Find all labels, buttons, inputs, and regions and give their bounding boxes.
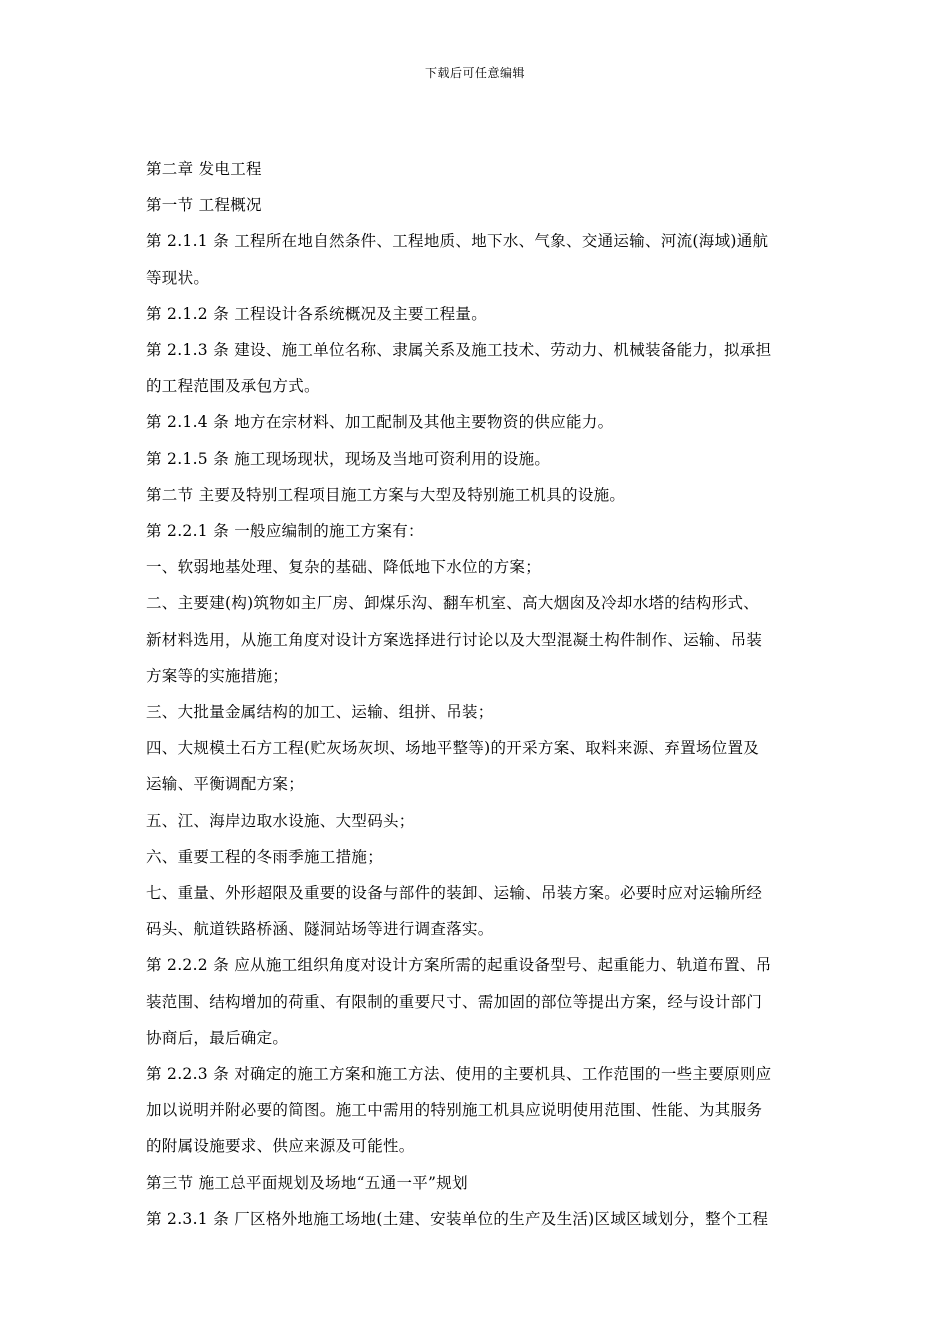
list-item: 三、大批量金属结构的加工、运输、组拼、吊装；	[146, 703, 494, 722]
paragraph: 第 2.1.4 条 地方在宗材料、加工配制及其他主要物资的供应能力。	[146, 413, 614, 432]
paragraph: 第 2.3.1 条 厂区格外地施工场地(土建、安装单位的生产及生活)区域区域划分，整个工程	[146, 1209, 769, 1228]
list-item: 二、主要建(构)筑物如主厂房、卸煤乐沟、翻车机室、高大烟囱及冷却水塔的结构形式、 新材料选用，从施工角度对设计方案选择进行讨论以及大型混凝土构件制作、运输、吊装 方案等的实施措施；	[146, 594, 763, 685]
list-item: 七、重量、外形超限及重要的设备与部件的装卸、运输、吊装方案。必要时应对运输所经 码头、航道铁路桥涵、隧洞站场等进行调查落实。	[146, 884, 763, 939]
chapter-title: 第二章 发电工程	[146, 160, 262, 178]
section-title: 第二节 主要及特别工程项目施工方案与大型及特别施工机具的设施。	[146, 485, 626, 504]
list-item: 四、大规模土石方工程(贮灰场灰坝、场地平整等)的开采方案、取料来源、弃置场位置及 运输、平衡调配方案；	[146, 739, 760, 794]
list-item: 一、软弱地基处理、复杂的基础、降低地下水位的方案；	[146, 558, 542, 577]
list-item: 六、重要工程的冬雨季施工措施；	[146, 847, 384, 866]
paragraph: 第 2.2.2 条 应从施工组织角度对设计方案所需的起重设备型号、起重能力、轨道布置、吊 装范围、结构增加的荷重、有限制的重要尺寸、需加固的部位等提出方案，经与设计部门 协商后，最后确定。	[146, 956, 772, 1047]
section-title: 第三节 施工总平面规划及场地“五通一平”规划	[146, 1173, 468, 1192]
page-header: 下载后可任意编辑	[424, 66, 525, 80]
paragraph: 第 2.1.5 条 施工现场现状，现场及当地可资利用的设施。	[146, 449, 551, 468]
paragraph: 第 2.1.2 条 工程设计各系统概况及主要工程量。	[146, 304, 488, 323]
list-item: 五、江、海岸边取水设施、大型码头；	[146, 811, 415, 830]
section-title: 第一节 工程概况	[146, 196, 262, 215]
paragraph: 第 2.2.3 条 对确定的施工方案和施工方法、使用的主要机具、工作范围的一些主要原则应 加以说明并附必要的简图。施工中需用的特别施工机具应说明使用范围、性能、为其服务 的附属设施要求、供应来源及可能性。	[146, 1065, 772, 1156]
paragraph: 第 2.1.1 条 工程所在地自然条件、工程地质、地下水、气象、交通运输、河流(海域)通航 等现状。	[146, 232, 769, 287]
document-body	[146, 151, 810, 1237]
paragraph: 第 2.1.3 条 建设、施工单位名称、隶属关系及施工技术、劳动力、机械装备能力，拟承担 的工程范围及承包方式。	[146, 341, 772, 396]
paragraph: 第 2.2.1 条 一般应编制的施工方案有：	[146, 522, 424, 541]
